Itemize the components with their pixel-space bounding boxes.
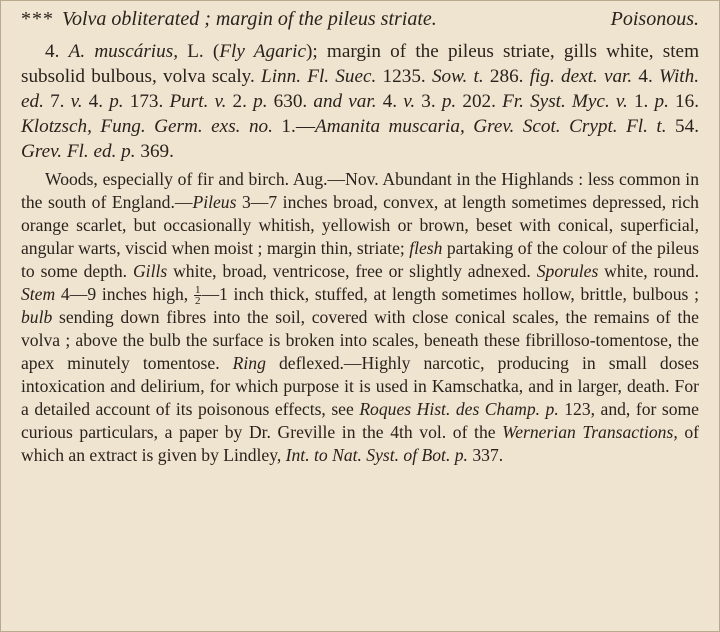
species-number: 4. [45, 41, 60, 62]
reference-title: p. [253, 91, 268, 112]
desc-text: partaking of the colour of the pileus to some depth. [21, 238, 699, 281]
entry-text: 4. [376, 91, 404, 112]
entry-text: 1. [627, 91, 655, 112]
entry-text: 54. [666, 116, 700, 137]
entry-text: 286. [483, 66, 530, 87]
common-name: Fly Agaric [219, 41, 306, 62]
term-ring: Ring [232, 353, 266, 374]
reference-title: Sow. t. [431, 66, 484, 87]
reference-title: Grev. Fl. ed. p. [21, 141, 136, 162]
term-bulb: bulb [21, 307, 53, 328]
term-sporules: Sporules [536, 261, 599, 281]
fraction-numerator: 1 [194, 284, 201, 297]
species-authority: L. ( [187, 41, 220, 62]
desc-text: 4—9 inches high, [55, 284, 194, 304]
section-stars: *** [21, 8, 54, 30]
desc-text: of which an extract is given by Lindley, [21, 422, 699, 466]
reference-title: v. [70, 91, 83, 112]
fraction-denominator: 2 [194, 295, 201, 308]
reference-title: Fr. Syst. Myc. v. [502, 91, 628, 112]
entry-text: 202. [456, 91, 503, 112]
species-name: A. muscárius, [68, 41, 178, 62]
entry-text: 369. [135, 141, 174, 162]
reference-title: Amanita muscaria, Grev. Scot. Crypt. Fl. t. [315, 116, 667, 137]
entry-text: 16. [668, 91, 700, 112]
reference-title: Int. to Nat. Syst. of Bot. p. [285, 445, 468, 466]
entry-text: 173. [123, 91, 170, 112]
species-description [21, 168, 699, 467]
entry-text: margin of the pileus striate, gills white, stem subsolid bulbous, volva scaly. [21, 41, 699, 87]
desc-text: Woods, especially of fir and birch. Aug.—Nov. Abundant in the Highlands : less common in the south of England.— [21, 169, 699, 212]
entry-text: 3. [415, 91, 442, 112]
desc-text: 123, and, for some curious particulars, a paper by Dr. Greville in the 4th vol. of the [21, 399, 699, 443]
desc-text: white, round. [598, 261, 699, 281]
reference-title: p. [654, 91, 669, 112]
entry-text: 1235. [376, 66, 432, 87]
entry-text: 630. [267, 91, 314, 112]
term-flesh: flesh [409, 238, 443, 258]
term-gills: Gills [132, 261, 168, 281]
desc-text: deflexed.—Highly narcotic, producing in small doses intoxication and delirium, for which purpose it is used in Kamschatka, and in larger, death. For a detailed account of its poisonous effects, see [21, 353, 700, 420]
reference-title: Roques Hist. des Champ. p. [359, 399, 559, 420]
reference-title: With. ed. [21, 66, 700, 112]
desc-text: 337. [467, 445, 504, 466]
section-heading-text: Volva obliterated ; margin of the pileus striate. [62, 8, 437, 30]
desc-text: —1 inch thick, stuffed, at length sometimes hollow, brittle, bulbous ; [201, 284, 699, 304]
reference-title: p. [441, 91, 457, 112]
entry-text: 7. [43, 91, 71, 112]
entry-text: 4. [632, 66, 660, 87]
desc-text: sending down fibres into the soil, covered with close conical scales, the remains of the volva ; above the bulb the surface is broken into scales, beneath these fibrilloso-tomentose, the apex minutely tomentose. [21, 307, 699, 374]
poisonous-label: Poisonous. [610, 8, 699, 30]
entry-text: 4. [82, 91, 110, 112]
reference-title: Purt. v. [169, 91, 227, 112]
desc-text: white, broad, ventricose, free or slightly adnexed. [167, 261, 537, 281]
entry-text: 1.— [272, 116, 316, 137]
reference-title: p. [109, 91, 124, 112]
reference-title: Klotzsch, Fung. Germ. exs. no. [21, 116, 273, 137]
entry-text: 2. [226, 91, 254, 112]
species-entry [21, 39, 699, 164]
reference-title: v. [403, 91, 416, 112]
section-heading [21, 7, 699, 31]
reference-title: Wernerian Transactions, [502, 422, 678, 443]
reference-title: and var. [313, 91, 377, 112]
desc-text: 3—7 inches broad, convex, at length sometimes depressed, rich orange scarlet, but occasionally whitish, yellowish or brown, beset with conical, superficial, angular warts, viscid when moist ; margin thin, striate; [21, 192, 699, 258]
term-pileus: Pileus [192, 192, 237, 212]
reference-title: fig. dext. var. [529, 66, 633, 87]
entry-text: ); [305, 41, 318, 62]
reference-title: Linn. Fl. Suec. [261, 66, 377, 87]
term-stem: Stem [21, 284, 56, 304]
